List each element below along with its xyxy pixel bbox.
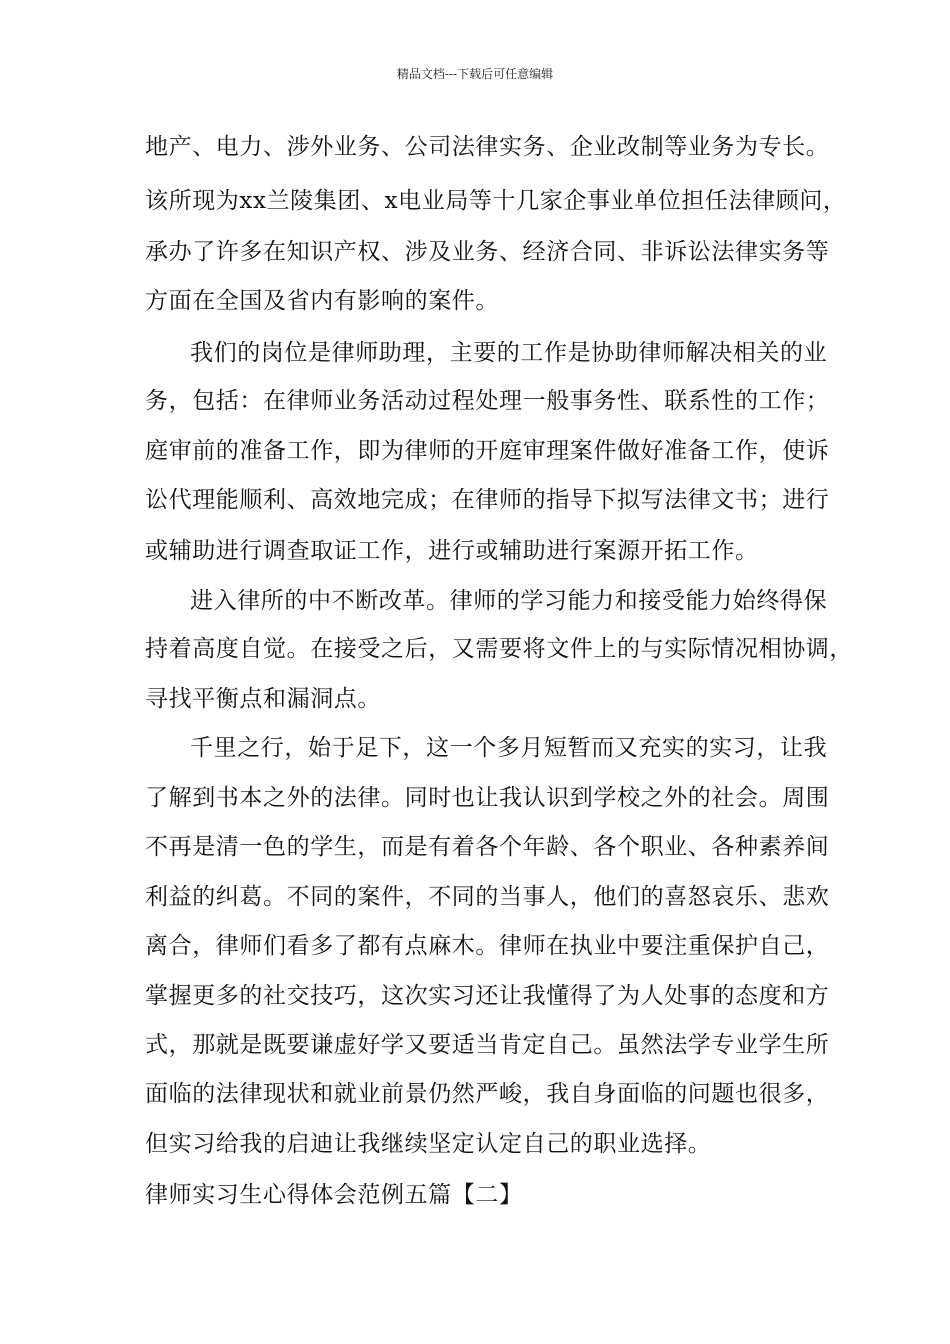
text-line: 面临的法律现状和就业前景仍然严峻，我自身面临的问题也很多， [145, 1081, 830, 1107]
text-line: 不再是清一色的学生，而是有着各个年龄、各个职业、各种素养间 [145, 834, 830, 860]
text-line: 了解到书本之外的法律。同时也让我认识到学校之外的社会。周围 [145, 785, 830, 811]
text-line: 离合，律师们看多了都有点麻木。律师在执业中要注重保护自己， [145, 933, 830, 959]
text-line: 利益的纠葛。不同的案件，不同的当事人，他们的喜怒哀乐、悲欢 [145, 884, 830, 910]
text-line: 该所现为xx兰陵集团、x电业局等十几家企事业单位担任法律顾问， [145, 188, 847, 214]
text-line: 或辅助进行调查取证工作，进行或辅助进行案源开拓工作。 [145, 538, 759, 564]
text-line: 地产、电力、涉外业务、公司法律实务、企业改制等业务为专长。 [145, 134, 830, 160]
text-line: 承办了许多在知识产权、涉及业务、经济合同、非诉讼法律实务等 [145, 239, 830, 265]
text-line: 式，那就是既要谦虚好学又要适当肯定自己。虽然法学专业学生所 [145, 1032, 830, 1058]
page-header: 精品文档---下载后可任意编辑 [396, 67, 554, 81]
text-line: 进入律所的中不断改革。律师的学习能力和接受能力始终得保 [190, 588, 828, 614]
section-heading: 律师实习生心得体会范例五篇【二】 [145, 1182, 523, 1208]
text-line: 务，包括：在律师业务活动过程处理一般事务性、联系性的工作； [145, 388, 830, 414]
text-line: 庭审前的准备工作，即为律师的开庭审理案件做好准备工作，使诉 [145, 438, 830, 464]
text-line: 讼代理能顺利、高效地完成；在律师的指导下拟写法律文书；进行 [145, 487, 830, 513]
text-line: 掌握更多的社交技巧，这次实习还让我懂得了为人处事的态度和方 [145, 983, 830, 1009]
text-line: 千里之行，始于足下，这一个多月短暂而又充实的实习，让我 [190, 735, 828, 761]
text-line: 持着高度自觉。在接受之后，又需要将文件上的与实际情况相协调， [145, 636, 853, 662]
text-line: 寻找平衡点和漏洞点。 [145, 686, 381, 712]
text-line: 方面在全国及省内有影响的案件。 [145, 288, 499, 314]
text-line: 但实习给我的启迪让我继续坚定认定自己的职业选择。 [145, 1131, 712, 1157]
text-line: 我们的岗位是律师助理，主要的工作是协助律师解决相关的业 [190, 340, 828, 366]
